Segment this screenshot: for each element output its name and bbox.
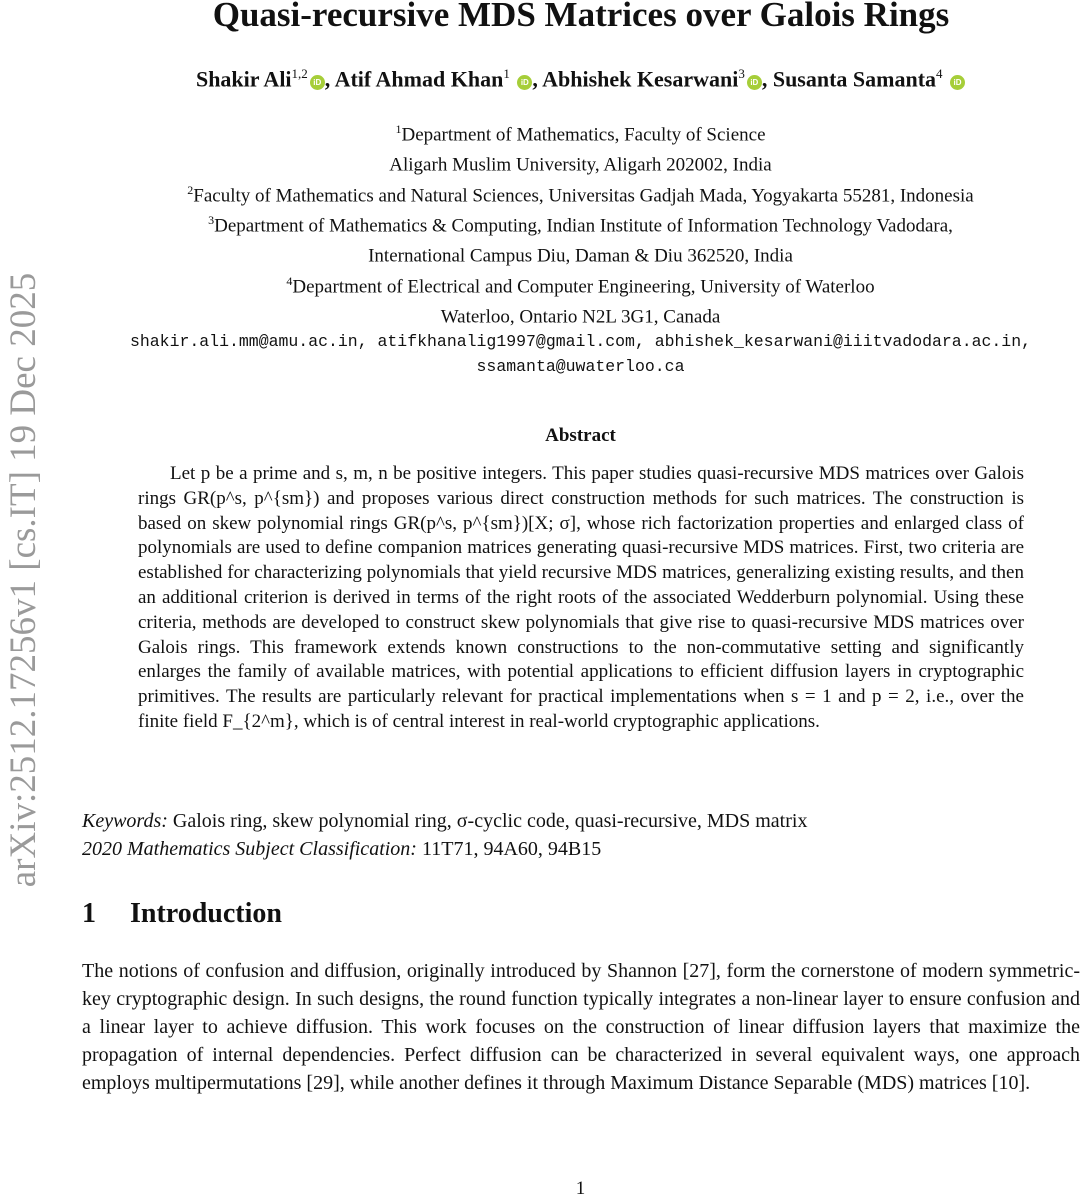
intro-paragraph: The notions of confusion and diffusion, originally introduced by Shannon [27], form the cornerstone of modern symmetric-key cryptographic design. In such designs, the round function typically integrates a non-linear layer to ensure confusion and a linear layer to achieve diffusion. This work focuses on the construction of linear diffusion layers that maximize the propagation of internal dependencies. Perfect diffusion can be characterized in several equivalent ways, one approach employs multipermutations [29], while another defines it through Maximum Distance Separable (MDS) matrices [10].: [82, 960, 1080, 1094]
page-number: 1: [575, 1178, 586, 1199]
affil-text: Department of Mathematics & Computing, Indian Institute of Information Technology Vadodara,: [214, 215, 953, 237]
keywords-text: Galois ring, skew polynomial ring, σ-cyclic code, quasi-recursive, MDS matrix: [172, 810, 808, 832]
orcid-icon[interactable]: iD: [310, 75, 325, 90]
author-affil-sup: 3: [738, 66, 745, 81]
orcid-icon[interactable]: iD: [517, 75, 532, 90]
arxiv-identifier: arXiv:2512.17256v1 [cs.IT] 19 Dec 2025: [3, 272, 44, 888]
msc-text: 11T71, 94A60, 94B15: [421, 838, 602, 860]
affil-text: International Campus Diu, Daman & Diu 362520, India: [368, 245, 793, 267]
orcid-icon[interactable]: iD: [950, 75, 965, 90]
abstract-body: Let p be a prime and s, m, n be positive integers. This paper studies quasi-recursive MDS matrices over Galois rings GR(p^s, p^{sm}) and proposes various direct construction methods for such matrices. The construction is based on skew polynomial rings GR(p^s, p^{sm})[X; σ], whose rich factorization properties and enlarged class of polynomials are used to define companion matrices generating quasi-recursive MDS matrices. First, two criteria are established for characterizing polynomials that yield recursive MDS matrices, generalizing existing results, and then an additional criterion is derived in terms of the right roots of the associated Wedderburn polynomial. Using these criteria, methods are developed to construct skew polynomials that give rise to quasi-recursive MDS matrices over Galois rings. This framework extends known constructions to the non-commutative setting and significantly enlarges the family of available matrices, with potential applications to efficient diffusion layers in cryptographic primitives. The results are particularly relevant for practical implementations when s = 1 and p = 2, i.e., over the finite field F_{2^m}, which is of central interest in real-world cryptographic applications.: [138, 463, 1024, 732]
affiliations: [80, 117, 1081, 379]
author-name: Atif Ahmad Khan: [334, 66, 504, 92]
author-name: Shakir Ali: [195, 66, 292, 92]
author-affil-sup: 4: [936, 66, 943, 81]
affil-text: Department of Electrical and Computer Engineering, University of Waterloo: [292, 275, 875, 297]
msc-line: [82, 835, 1081, 863]
author-name: Susanta Samanta: [772, 66, 937, 92]
email-line[interactable]: shakir.ali.mm@amu.ac.in, atifkhanalig1997@gmail.com, abhishek_kesarwani@iiitvadodara.ac.in,: [129, 332, 1032, 352]
keywords-block: [82, 807, 1081, 863]
affiliation-line: [80, 238, 1081, 268]
affiliation-line: [80, 208, 1081, 238]
author-affil-sup: 1,2: [291, 66, 308, 81]
affil-text: Aligarh Muslim University, Aligarh 202002, India: [389, 154, 772, 176]
affil-text: Department of Mathematics, Faculty of Science: [401, 124, 766, 146]
paper-title: Quasi-recursive MDS Matrices over Galois Rings: [212, 0, 950, 34]
author-affil-sup: 1: [503, 66, 510, 81]
affiliation-line: [80, 178, 1081, 208]
orcid-icon[interactable]: iD: [747, 75, 762, 90]
affiliation-line: [80, 117, 1081, 147]
keywords-label: Keywords:: [82, 810, 168, 832]
author-name: Abhishek Kesarwani: [542, 66, 739, 92]
keywords-line: [82, 807, 1081, 835]
affil-sup: 1: [395, 122, 402, 136]
msc-label: 2020 Mathematics Subject Classification:: [82, 838, 417, 860]
affiliation-line: [80, 269, 1081, 299]
email-line[interactable]: ssamanta@uwaterloo.ca: [476, 357, 685, 377]
affiliation-line: [80, 147, 1081, 177]
section-number: 1: [82, 898, 96, 929]
affil-sup: 3: [208, 212, 215, 227]
author-list: Shakir Ali$^{1,2}$iD , Atif Ahmad Khan$^1$ iD , Abhishek Kesarwani$^3$iD , Susanta Samanta$^4$ iD: [80, 66, 1081, 92]
affil-sup: 2: [187, 182, 194, 197]
affil-sup: 4: [286, 273, 293, 288]
section-title: Introduction: [130, 898, 282, 929]
abstract-heading: Abstract: [545, 425, 616, 446]
section-heading: [82, 898, 282, 930]
affil-text: Waterloo, Ontario N2L 3G1, Canada: [440, 306, 721, 328]
affil-text: Faculty of Mathematics and Natural Sciences, Universitas Gadjah Mada, Yogyakarta 55281, Indonesia: [193, 184, 974, 206]
affiliation-line: [80, 299, 1081, 329]
